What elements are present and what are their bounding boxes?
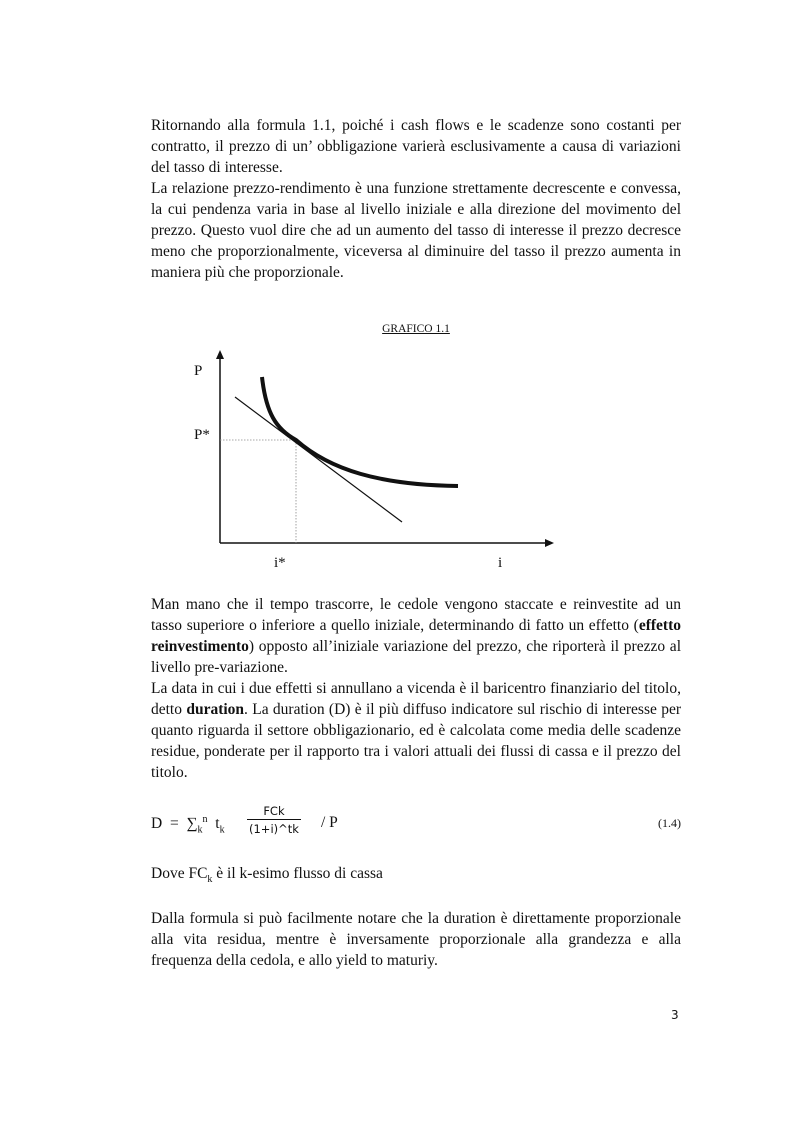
formula-t: t bbox=[215, 815, 220, 833]
reinvestment-text-b: ) opposto all’iniziale variazione del prezzo, che riporterà il prezzo al livello pre-variazione. bbox=[151, 638, 681, 676]
definition-sub: k bbox=[207, 874, 213, 886]
reinvestment-text-a: Man mano che il tempo trascorre, le cedole vengono staccate e reinvestite ad un tasso superiore o inferiore a quello iniziale, determinando di fatto un effetto ( bbox=[151, 596, 681, 634]
duration-formula bbox=[151, 804, 681, 844]
y-axis-arrow bbox=[216, 350, 224, 359]
paragraph-reinvestment bbox=[151, 594, 681, 783]
formula-sum-sub: k bbox=[197, 824, 203, 836]
formula-definition bbox=[151, 865, 383, 885]
figure-caption: GRAFICO 1.1 bbox=[382, 323, 450, 335]
formula-equals: = bbox=[169, 815, 179, 833]
i-star-label: i* bbox=[274, 555, 286, 571]
definition-text-a: Dove FC bbox=[151, 865, 208, 882]
page-number: 3 bbox=[671, 1008, 679, 1022]
formula-t-sub: k bbox=[219, 824, 225, 836]
formula-denominator: (1+i)^tk bbox=[249, 822, 299, 836]
price-curve bbox=[262, 377, 458, 486]
reinvestment-term: effetto reinvestimento bbox=[151, 617, 681, 655]
definition-text-b: è il k-esimo flusso di cassa bbox=[212, 865, 383, 882]
x-axis-label: i bbox=[498, 555, 503, 571]
paragraph-relation-text: La relazione prezzo-rendimento è una funzione strettamente decrescente e convessa, la cui pendenza varia in base al livello iniziale e alla direzione del movimento del prezzo. Questo vuol dire che ad un aumento del tasso di interesse il prezzo decresce meno che proporzionalmente, viceversa al diminuire del tasso il prezzo aumenta in maniera più che proporzionale. bbox=[151, 180, 681, 281]
duration-text-b: . La duration (D) è il più diffuso indicatore sul rischio di interesse per quanto riguarda il settore obbligazionario, ed è calcolata come media delle scadenze residue, ponderate per il rapporto tra i valori attuali dei flussi di cassa e il prezzo del titolo. bbox=[151, 701, 681, 781]
price-yield-figure bbox=[180, 345, 580, 575]
paragraph-reinvestment-text bbox=[151, 594, 681, 678]
formula-d: D bbox=[151, 815, 163, 833]
tangent-line bbox=[235, 397, 402, 522]
y-axis-label: P bbox=[194, 363, 203, 379]
formula-sum-sup: n bbox=[202, 814, 208, 825]
formula-sum: ∑ bbox=[186, 815, 198, 833]
formula-fraction bbox=[247, 804, 301, 836]
formula-numerator: FCk bbox=[263, 804, 285, 818]
equation-number: (1.4) bbox=[658, 816, 681, 830]
p-star-label: P* bbox=[194, 427, 210, 443]
formula-lhs bbox=[151, 814, 225, 835]
fraction-bar bbox=[247, 819, 301, 820]
duration-term: duration bbox=[186, 701, 245, 718]
formula-divide-p: / P bbox=[321, 814, 338, 831]
duration-text-a: La data in cui i due effetti si annullano a vicenda è il baricentro finanziario del titolo, detto bbox=[151, 680, 681, 718]
x-axis-arrow bbox=[545, 539, 554, 547]
paragraph-conclusion-text: Dalla formula si può facilmente notare che la duration è direttamente proporzionale alla vita residua, mentre è inversamente proporzionale alla grandezza e alla frequenza della cedola, e allo yield to maturiy. bbox=[151, 910, 681, 969]
paragraph-conclusion bbox=[151, 908, 681, 971]
paragraph-intro bbox=[151, 115, 681, 283]
paragraph-intro-text: Ritornando alla formula 1.1, poiché i cash flows e le scadenze sono costanti per contratto, il prezzo di un’ obbligazione varierà esclusivamente a causa di variazioni del tasso di interesse. bbox=[151, 117, 681, 176]
paragraph-duration-text bbox=[151, 678, 681, 783]
